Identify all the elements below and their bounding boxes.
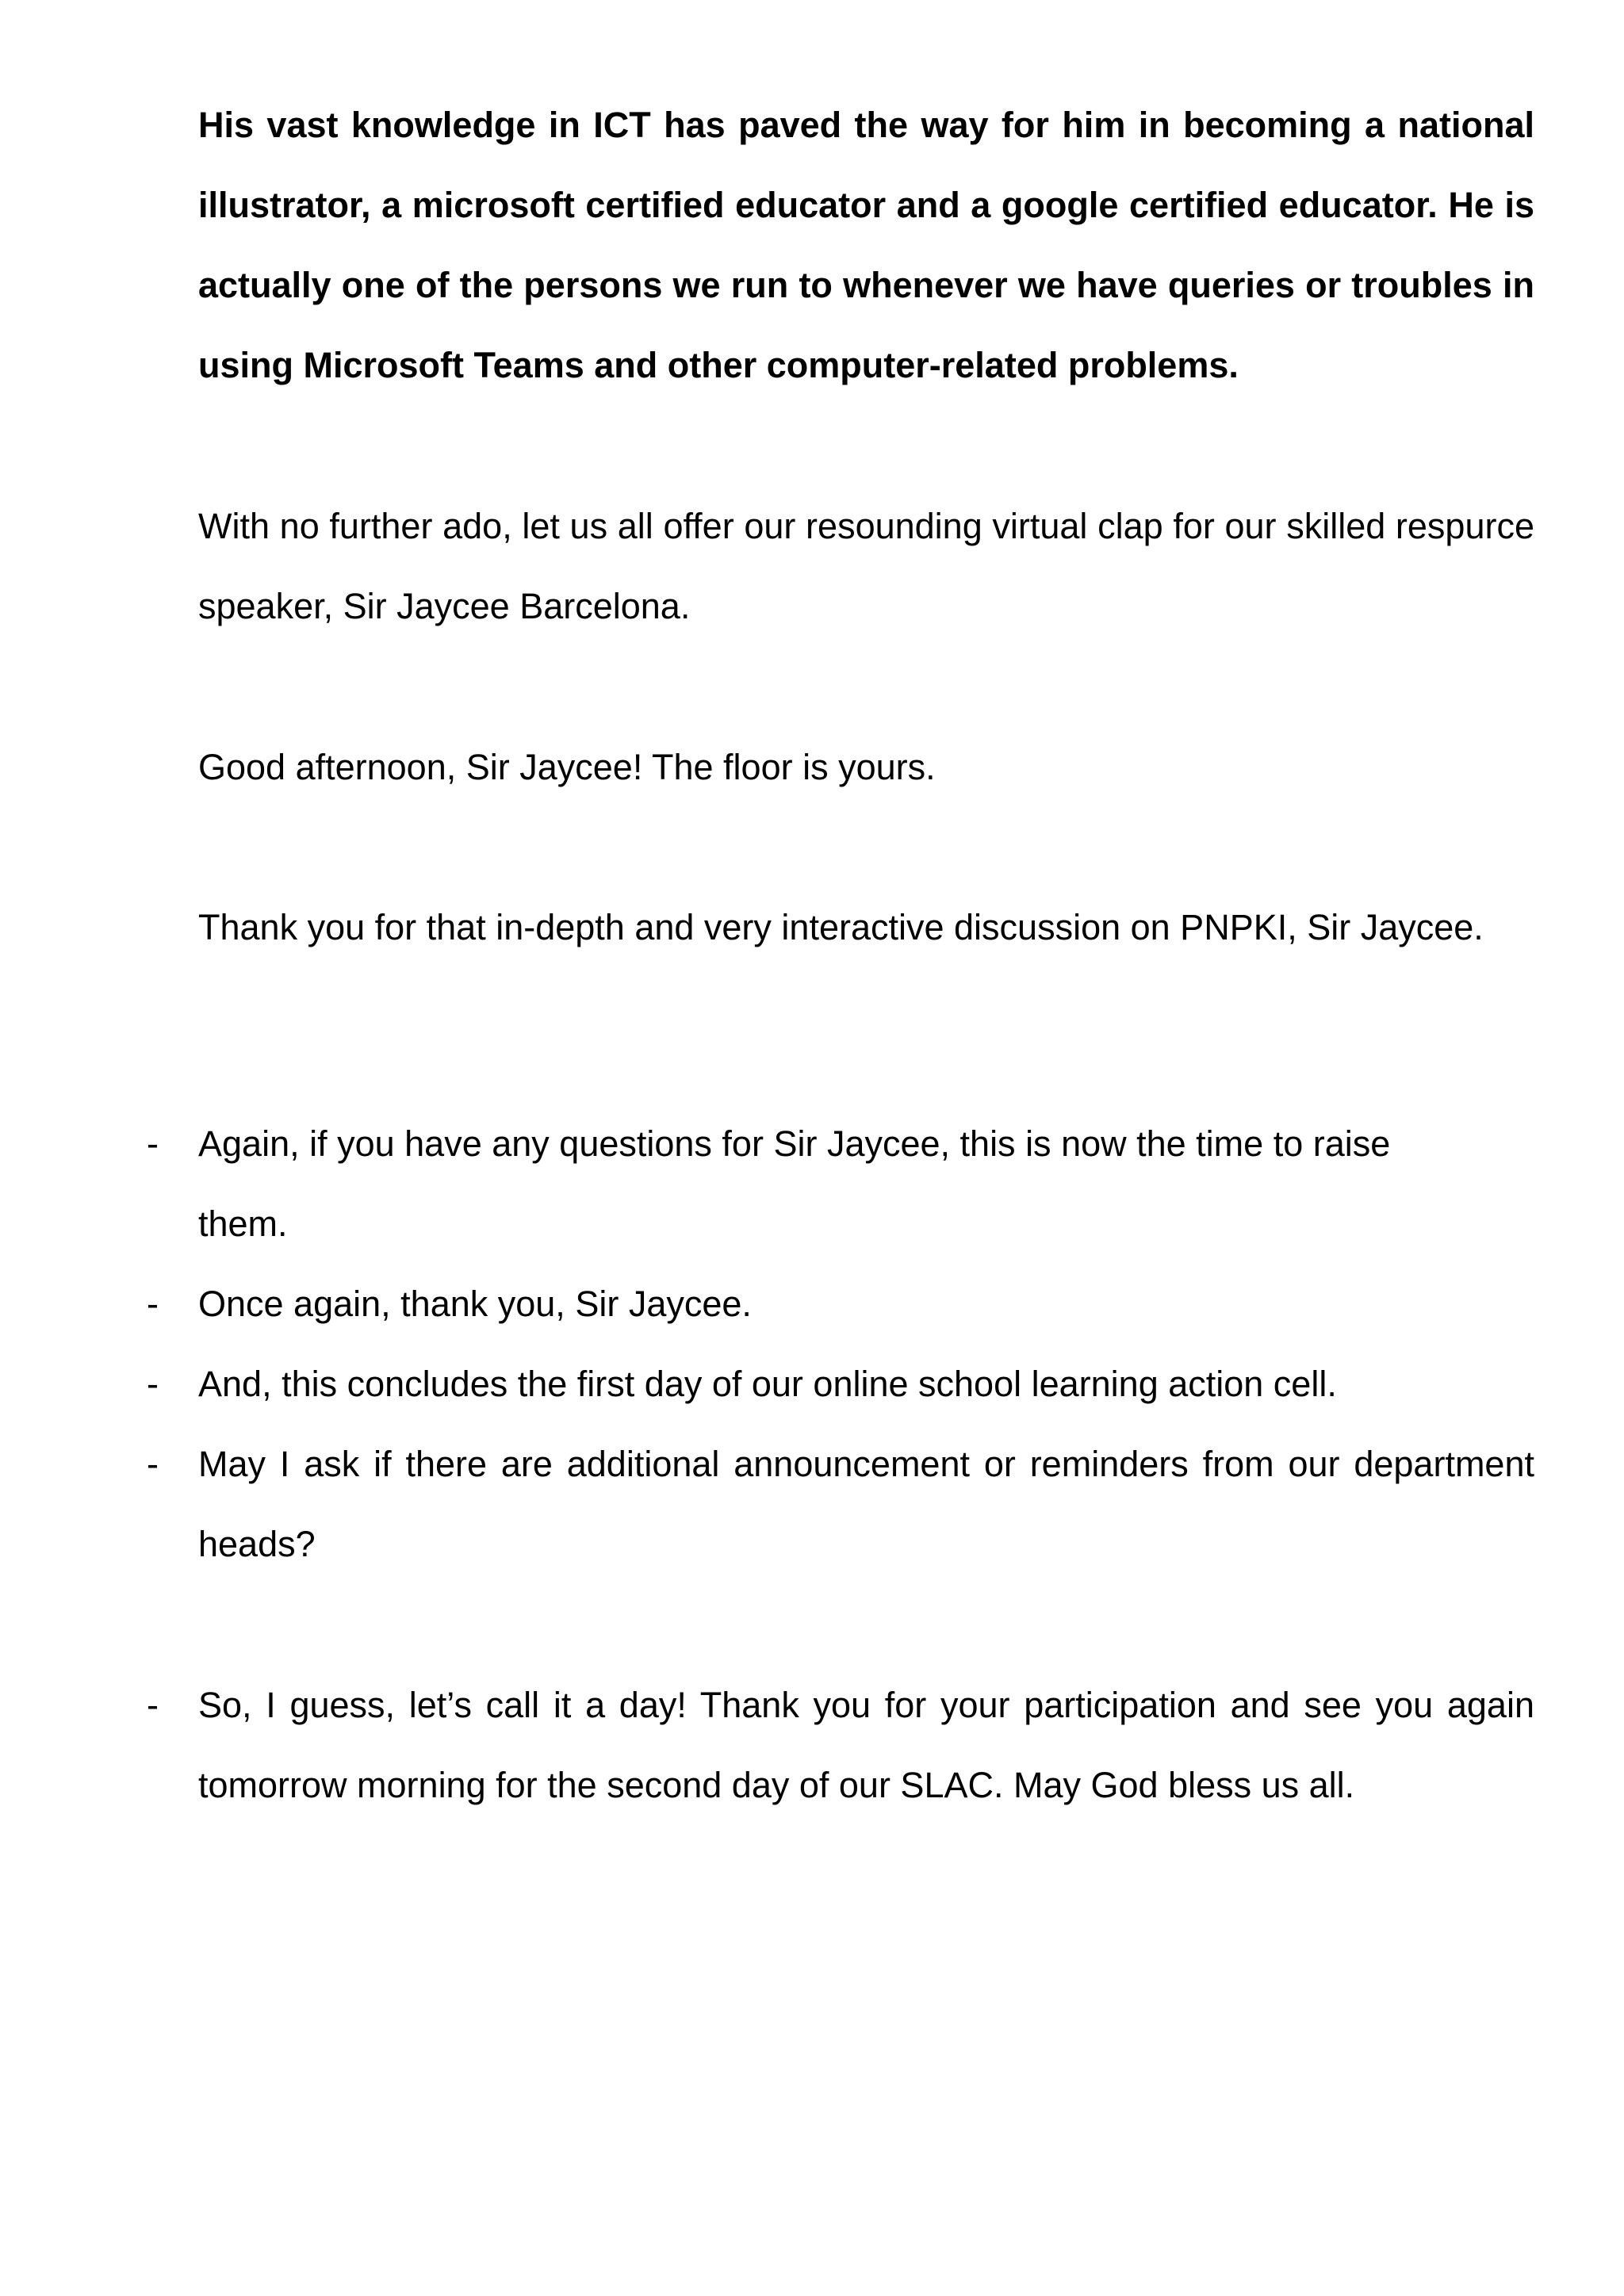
paragraph-greeting: Good afternoon, Sir Jaycee! The floor is yours. [198, 747, 936, 787]
bullet-dash: - [147, 1284, 159, 1324]
paragraph-speaker-introduction: With no further ado, let us all offer our resounding virtual clap for our skilled respurce speaker, Sir Jaycee Barcelona. [198, 506, 1534, 626]
list-item-text: May I ask if there are additional announcement or reminders from our department heads? [198, 1444, 1534, 1564]
bullet-dash: - [147, 1123, 159, 1164]
list-item-text: So, I guess, let’s call it a day! Thank you for your participation and see you again tomorrow morning for the second day of our SLAC. May God bless us all. [198, 1685, 1534, 1805]
list-item-text: Again, if you have any questions for Sir Jaycee, this is now the time to raise them. [198, 1123, 1391, 1244]
bullet-dash: - [147, 1444, 159, 1484]
list-item-text: And, this concludes the first day of our online school learning action cell. [198, 1364, 1337, 1404]
paragraph-speaker-credentials: His vast knowledge in ICT has paved the way for him in becoming a national illustrator, a microsoft certified educator and a google certified educator. He is actually one of the persons we run to whenever we have queries or troubles in using Microsoft Teams and other computer-related problems. [198, 105, 1534, 385]
bullet-dash: - [147, 1685, 159, 1725]
paragraph-thanks: Thank you for that in-depth and very interactive discussion on PNPKI, Sir Jaycee. [198, 907, 1484, 947]
list-item-text: Once again, thank you, Sir Jaycee. [198, 1284, 752, 1324]
bullet-dash: - [147, 1364, 159, 1404]
